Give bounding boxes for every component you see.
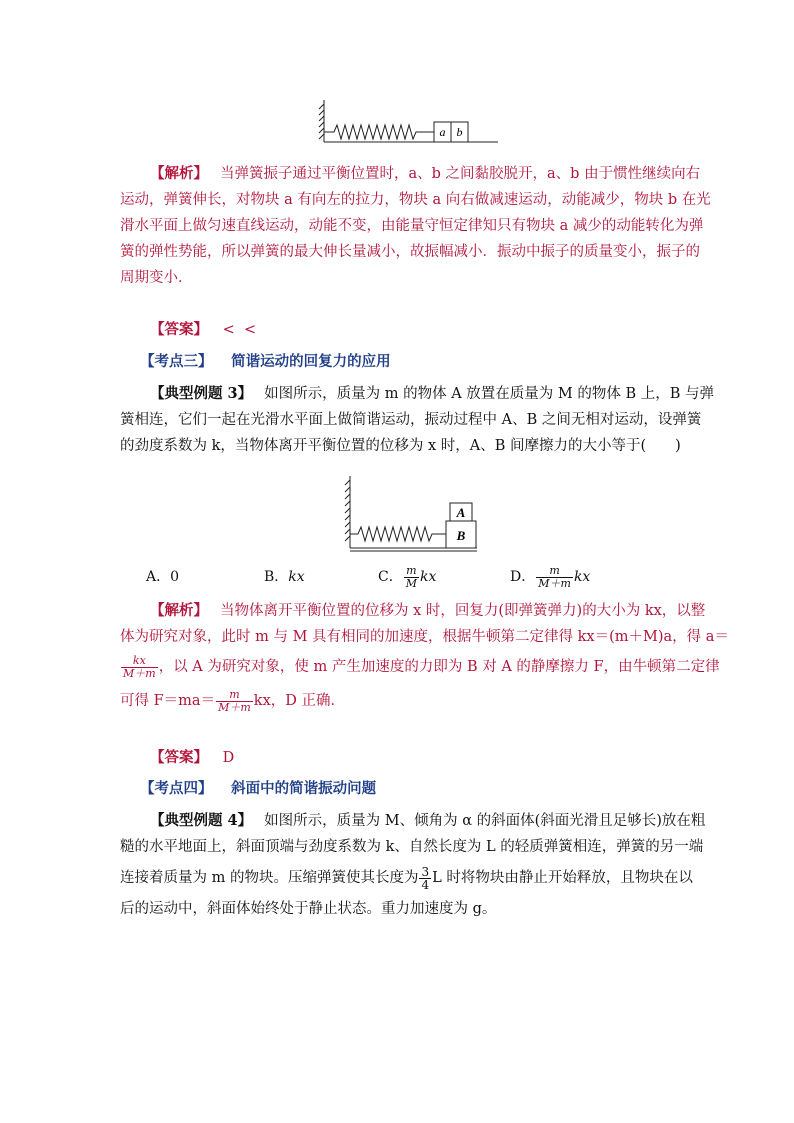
option-c-tail: kx [419, 569, 437, 585]
example-4-line: 糙的水平地面上，斜面顶端与劲度系数为 k、自然长度为 L 的轻质弹簧相连，弹簧的另一端 [120, 839, 704, 855]
figure-spring-ab [318, 98, 502, 144]
answer-2 [150, 745, 234, 771]
example-4-tag: 【典型例题 4】 [150, 812, 253, 829]
analysis-2-line-tail: kx，D 正确． [253, 693, 345, 709]
option-d-tail: kx [573, 569, 591, 585]
analysis-1-tag: 【解析】 [150, 165, 208, 182]
section-4-tag: 【考点四】 [140, 780, 213, 797]
analysis-2-line: 体为研究对象，此时 m 与 M 具有相同的加速度，根据牛顿第二定律得 kx＝(m＋M)a，得 a＝ [120, 629, 729, 645]
block-b-label: b [456, 125, 463, 139]
analysis-2-fraction-a: $\frac{kx}{M+m}$ [123, 653, 156, 680]
example-3 [120, 381, 714, 459]
example-4-line: 如图所示，质量为 M、倾角为 α 的斜面体(斜面光滑且足够长)放在粗 [264, 813, 706, 829]
analysis-1 [120, 161, 711, 291]
example-4-line: 后的运动中，斜面体始终处于静止状态。重力加速度为 g。 [120, 901, 497, 917]
example-4-line-head: 连接着质量为 m 的物块。压缩弹簧使其长度为 [120, 870, 419, 886]
answer-2-tag: 【答案】 [150, 749, 208, 766]
example-3-line: 的劲度系数为 k，当物体离开平衡位置的位移为 x 时，A、B 间摩擦力的大小等于( ) [120, 438, 681, 454]
analysis-2-line: ，以 A 为研究对象，使 m 产生加速度的力即为 B 对 A 的静摩擦力 F，由牛顿第二定律 [158, 659, 720, 675]
option-c-label: C． [378, 569, 403, 585]
example-4 [120, 808, 706, 922]
section-4-heading [140, 776, 376, 802]
analysis-1-line: 簧的弹性势能，所以弹簧的最大伸长量减小，故振幅减小．振动中振子的质量变小，振子的 [120, 244, 700, 260]
answer-2-text: D [222, 750, 235, 766]
block-a-label: a [439, 125, 446, 139]
example-4-line-tail: L 时将物块由静止开始释放，且物块在以 [432, 870, 693, 886]
choice-options [146, 564, 666, 590]
analysis-2-line: 当物体离开平衡位置的位移为 x 时，回复力(即弹簧弹力)的大小为 kx，以整 [220, 603, 706, 619]
answer-1-text: < < [222, 322, 257, 338]
section-4-title: 斜面中的简谐振动问题 [231, 780, 377, 797]
analysis-1-line: 周期变小． [120, 270, 193, 286]
wall-hatch [319, 100, 498, 142]
analysis-1-line: 运动，弹簧伸长，对物块 a 有向左的拉力，物块 a 向右做减速运动，动能减少，物块 b 在光 [120, 192, 711, 208]
example-3-line: 如图所示，质量为 m 的物体 A 放置在质量为 M 的物体 B 上，B 与弹 [264, 386, 714, 402]
section-3-tag: 【考点三】 [140, 353, 213, 370]
analysis-1-line: 当弹簧振子通过平衡位置时，a、b 之间黏胶脱开，a、b 由于惯性继续向右 [220, 166, 701, 182]
option-a: A．0 [146, 569, 180, 585]
spring [324, 125, 434, 139]
analysis-2-fraction-f: $\frac{m}{M+m}$ [218, 687, 251, 714]
example-4-fraction: $\frac{3}{4}$ [421, 864, 430, 892]
option-c [378, 564, 436, 590]
option-d-label: D． [510, 569, 536, 585]
section-3-title: 简谐运动的回复力的应用 [231, 353, 391, 370]
option-d-fraction: $\frac{m}{M+m}$ [538, 563, 571, 590]
option-c-fraction: $\frac{m}{M}$ [405, 563, 417, 590]
block-B-label: B [456, 528, 466, 543]
figure-spring-AB [344, 474, 478, 552]
block-A-label: A [456, 505, 466, 520]
example-3-line: 簧相连，它们一起在光滑水平面上做简谐运动，振动过程中 A、B 之间无相对运动，设弹簧 [120, 412, 702, 428]
analysis-2 [120, 598, 729, 718]
example-3-tag: 【典型例题 3】 [150, 385, 253, 402]
analysis-1-line: 滑水平面上做匀速直线运动，动能不变，由能量守恒定律知只有物块 a 减少的动能转化为弹 [120, 218, 704, 234]
spring [350, 527, 446, 541]
analysis-2-tag: 【解析】 [150, 602, 208, 619]
section-3-heading [140, 349, 391, 375]
answer-1 [150, 317, 256, 343]
option-b-label: B． [264, 569, 289, 585]
option-b [264, 564, 305, 590]
analysis-2-line-head: 可得 F＝ma＝ [120, 693, 216, 709]
option-b-value: kx [288, 569, 305, 585]
option-d [510, 564, 590, 590]
answer-1-tag: 【答案】 [150, 321, 208, 338]
